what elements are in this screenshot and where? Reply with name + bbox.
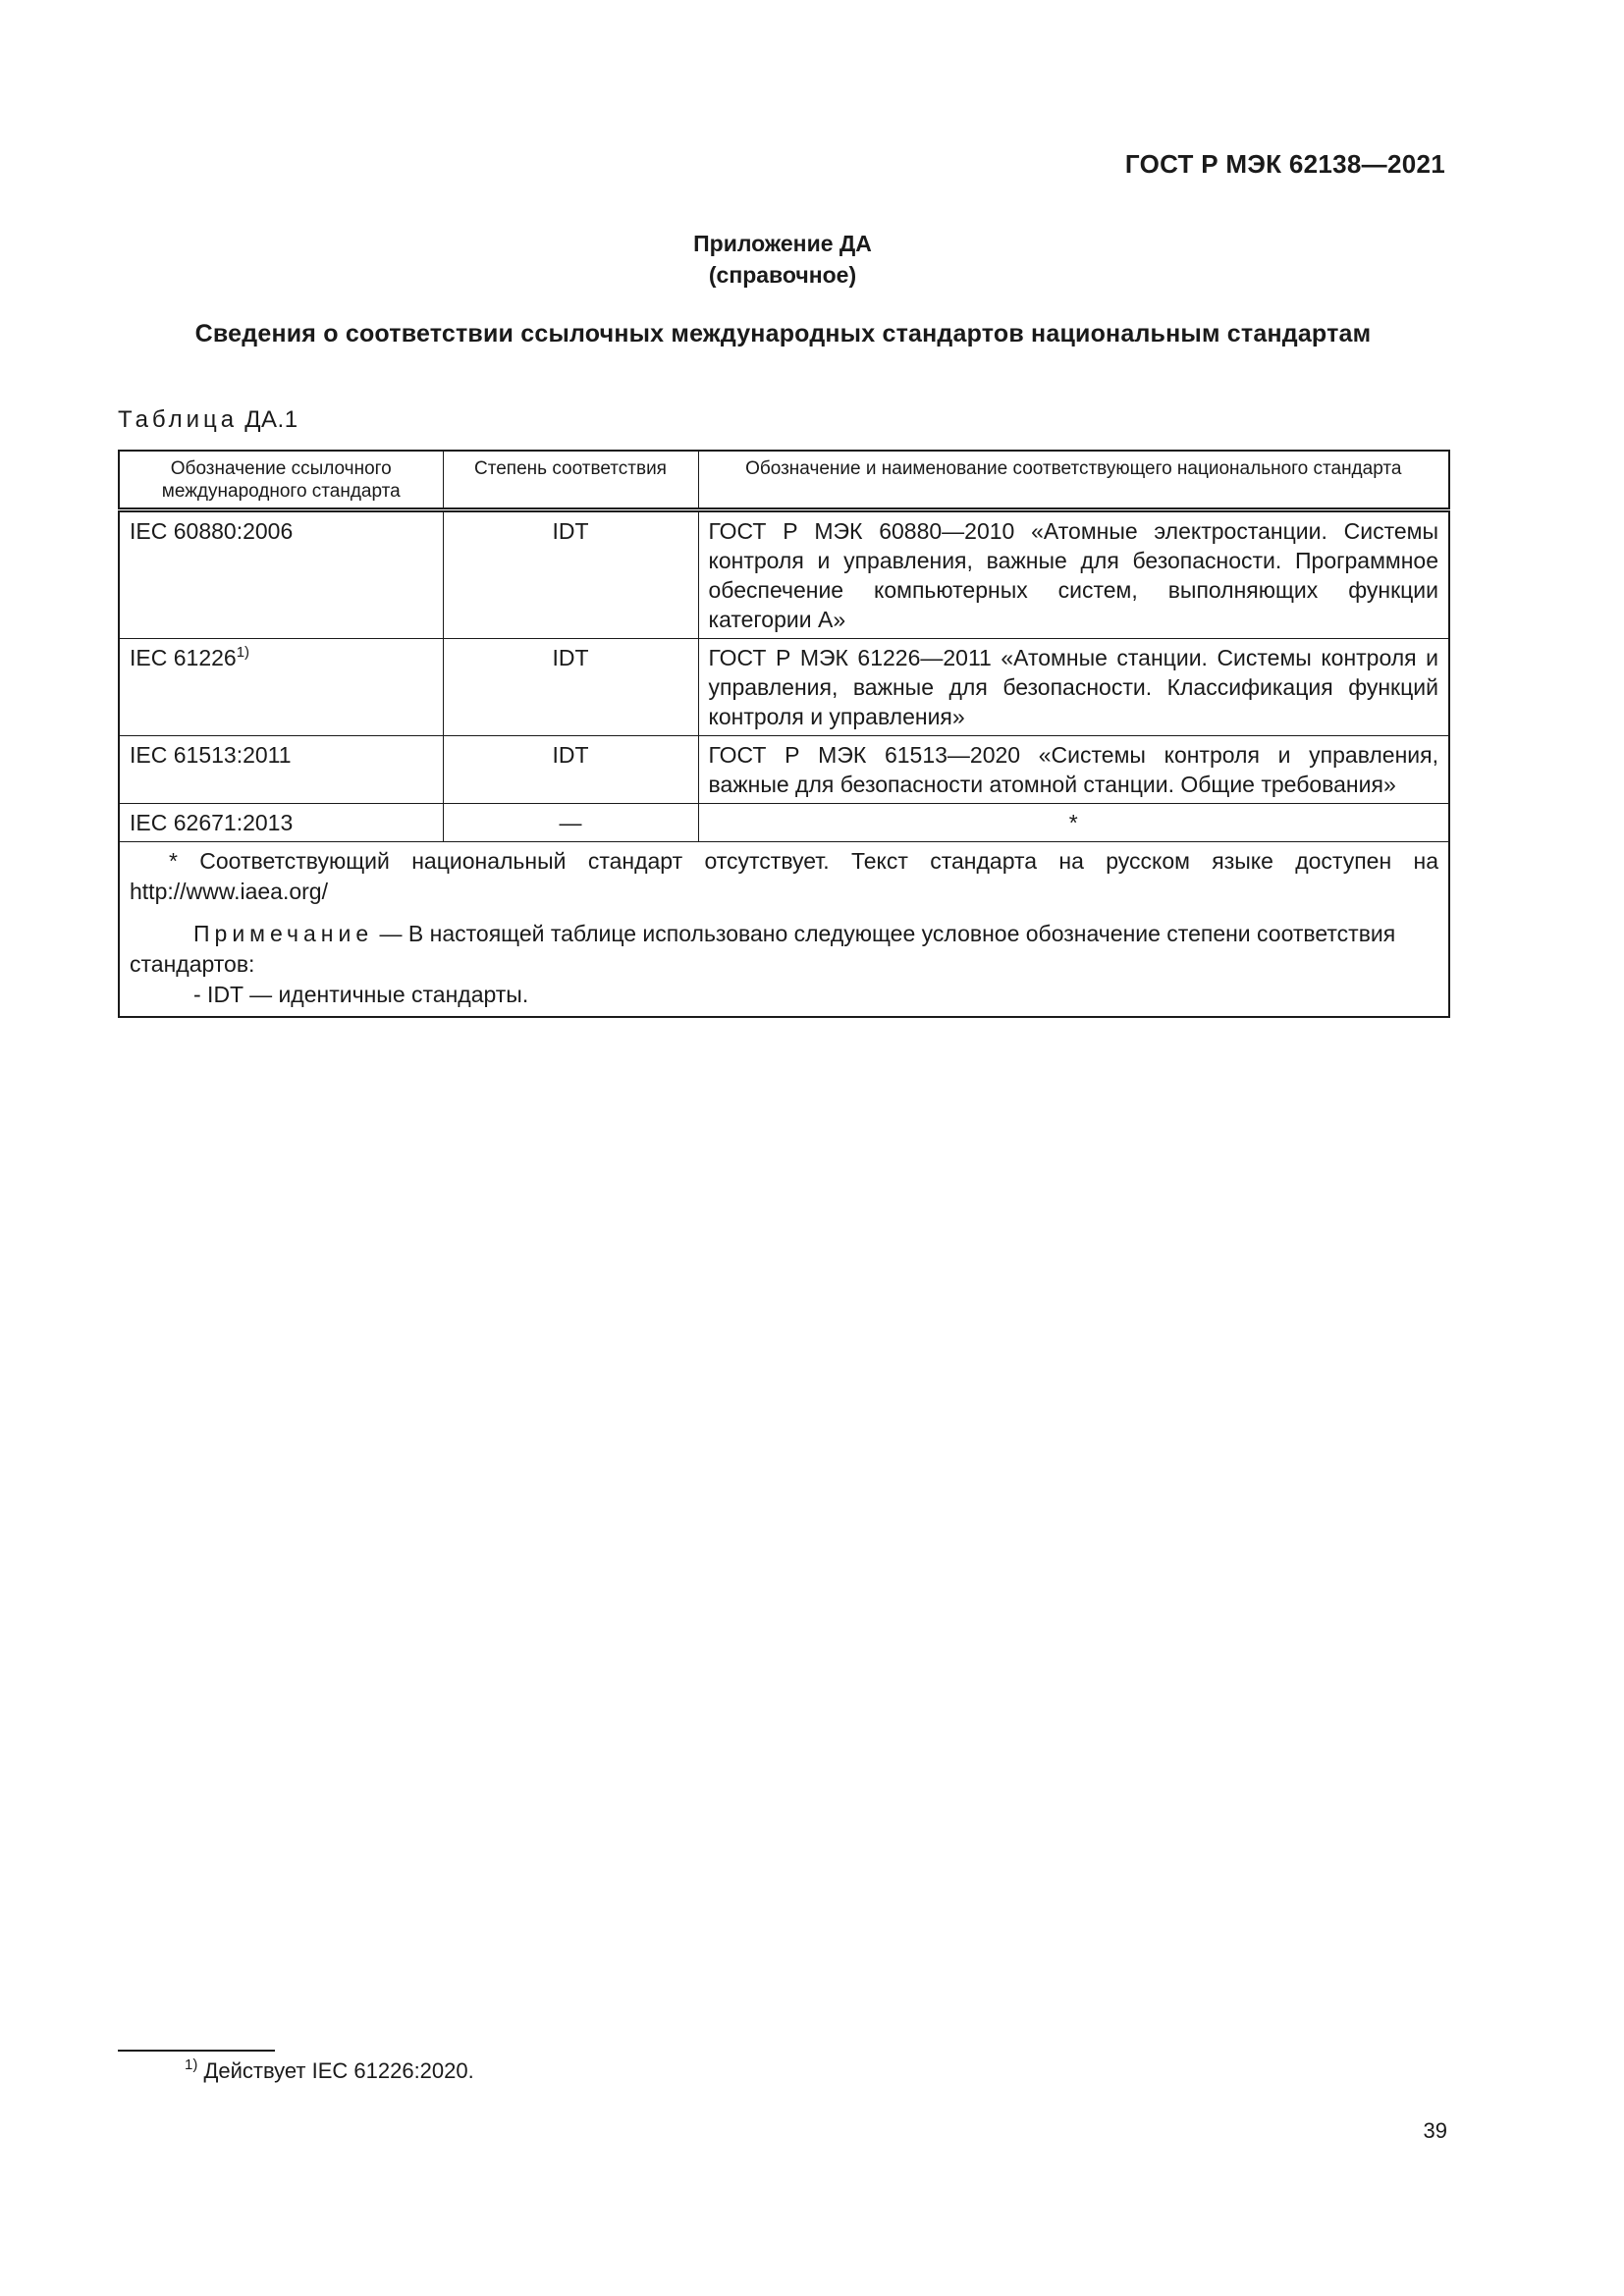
- table-note: [130, 919, 1438, 980]
- star-note: * Соответствующий национальный стандарт отсутствует. Текст стандарта на русском языке доступен на http://www.iaea.org/: [130, 848, 1438, 904]
- cell-degree: IDT: [443, 736, 698, 804]
- footnote-text: Действует IEC 61226:2020.: [197, 2058, 474, 2083]
- annex-heading: [0, 228, 1565, 291]
- note-text: — В настоящей таблице использовано следующее условное обозначение степени соответствия стандартов:: [130, 921, 1396, 977]
- footnote-mark: 1): [185, 2056, 198, 2073]
- cell-degree: —: [443, 804, 698, 842]
- cell-national-standard: *: [698, 804, 1449, 842]
- note-label: Примечание: [193, 921, 374, 946]
- cell-national-standard: ГОСТ Р МЭК 61513—2020 «Системы контроля и управления, важные для безопасности атомной станции. Общие требования»: [698, 736, 1449, 804]
- section-heading: Сведения о соответствии ссылочных международных стандартов национальным стандартам: [194, 320, 1372, 347]
- cell-degree: IDT: [443, 510, 698, 639]
- table-caption: [118, 406, 298, 434]
- table-row: [119, 510, 1449, 639]
- annex-title: Приложение ДА: [693, 231, 872, 256]
- correspondence-table: [118, 450, 1450, 1018]
- footnote-marker: 1): [236, 644, 250, 661]
- column-header-degree: Степень соответствия: [443, 451, 698, 510]
- column-header-international-standard: Обозначение ссылочного международного стандарта: [119, 451, 443, 510]
- table-row: [119, 639, 1449, 736]
- footnote-separator: [118, 2050, 275, 2052]
- cell-national-standard: ГОСТ Р МЭК 60880—2010 «Атомные электростанции. Системы контроля и управления, важные для безопасности. Программное обеспечение компьютерных систем, выполняющих функции категории А»: [698, 510, 1449, 639]
- note-list-item: - IDT — идентичные стандарты.: [193, 982, 529, 1007]
- table-row: [119, 804, 1449, 842]
- cell-degree: IDT: [443, 639, 698, 736]
- table-notes-row: [119, 842, 1449, 1018]
- cell-national-standard: ГОСТ Р МЭК 61226—2011 «Атомные станции. Системы контроля и управления, важные для безопасности. Классификация функций контроля и управления»: [698, 639, 1449, 736]
- table-header-row: [119, 451, 1449, 510]
- annex-status: (справочное): [708, 262, 857, 288]
- table-row: [119, 736, 1449, 804]
- column-header-national-standard: Обозначение и наименование соответствующего национального стандарта: [698, 451, 1449, 510]
- cell-international-code: IEC 61513:2011: [119, 736, 443, 804]
- table-notes: [119, 842, 1449, 1018]
- cell-international-code: IEC 61226$^{1)}$: [119, 639, 443, 736]
- page-number: 39: [1423, 2118, 1447, 2143]
- cell-international-code: IEC 62671:2013: [119, 804, 443, 842]
- footnote: [185, 2056, 474, 2086]
- cell-international-code: IEC 60880:2006: [119, 510, 443, 639]
- table-caption-number: ДА.1: [244, 406, 298, 433]
- table-caption-word: Таблица: [118, 406, 239, 433]
- document-code: ГОСТ Р МЭК 62138—2021: [1124, 149, 1445, 179]
